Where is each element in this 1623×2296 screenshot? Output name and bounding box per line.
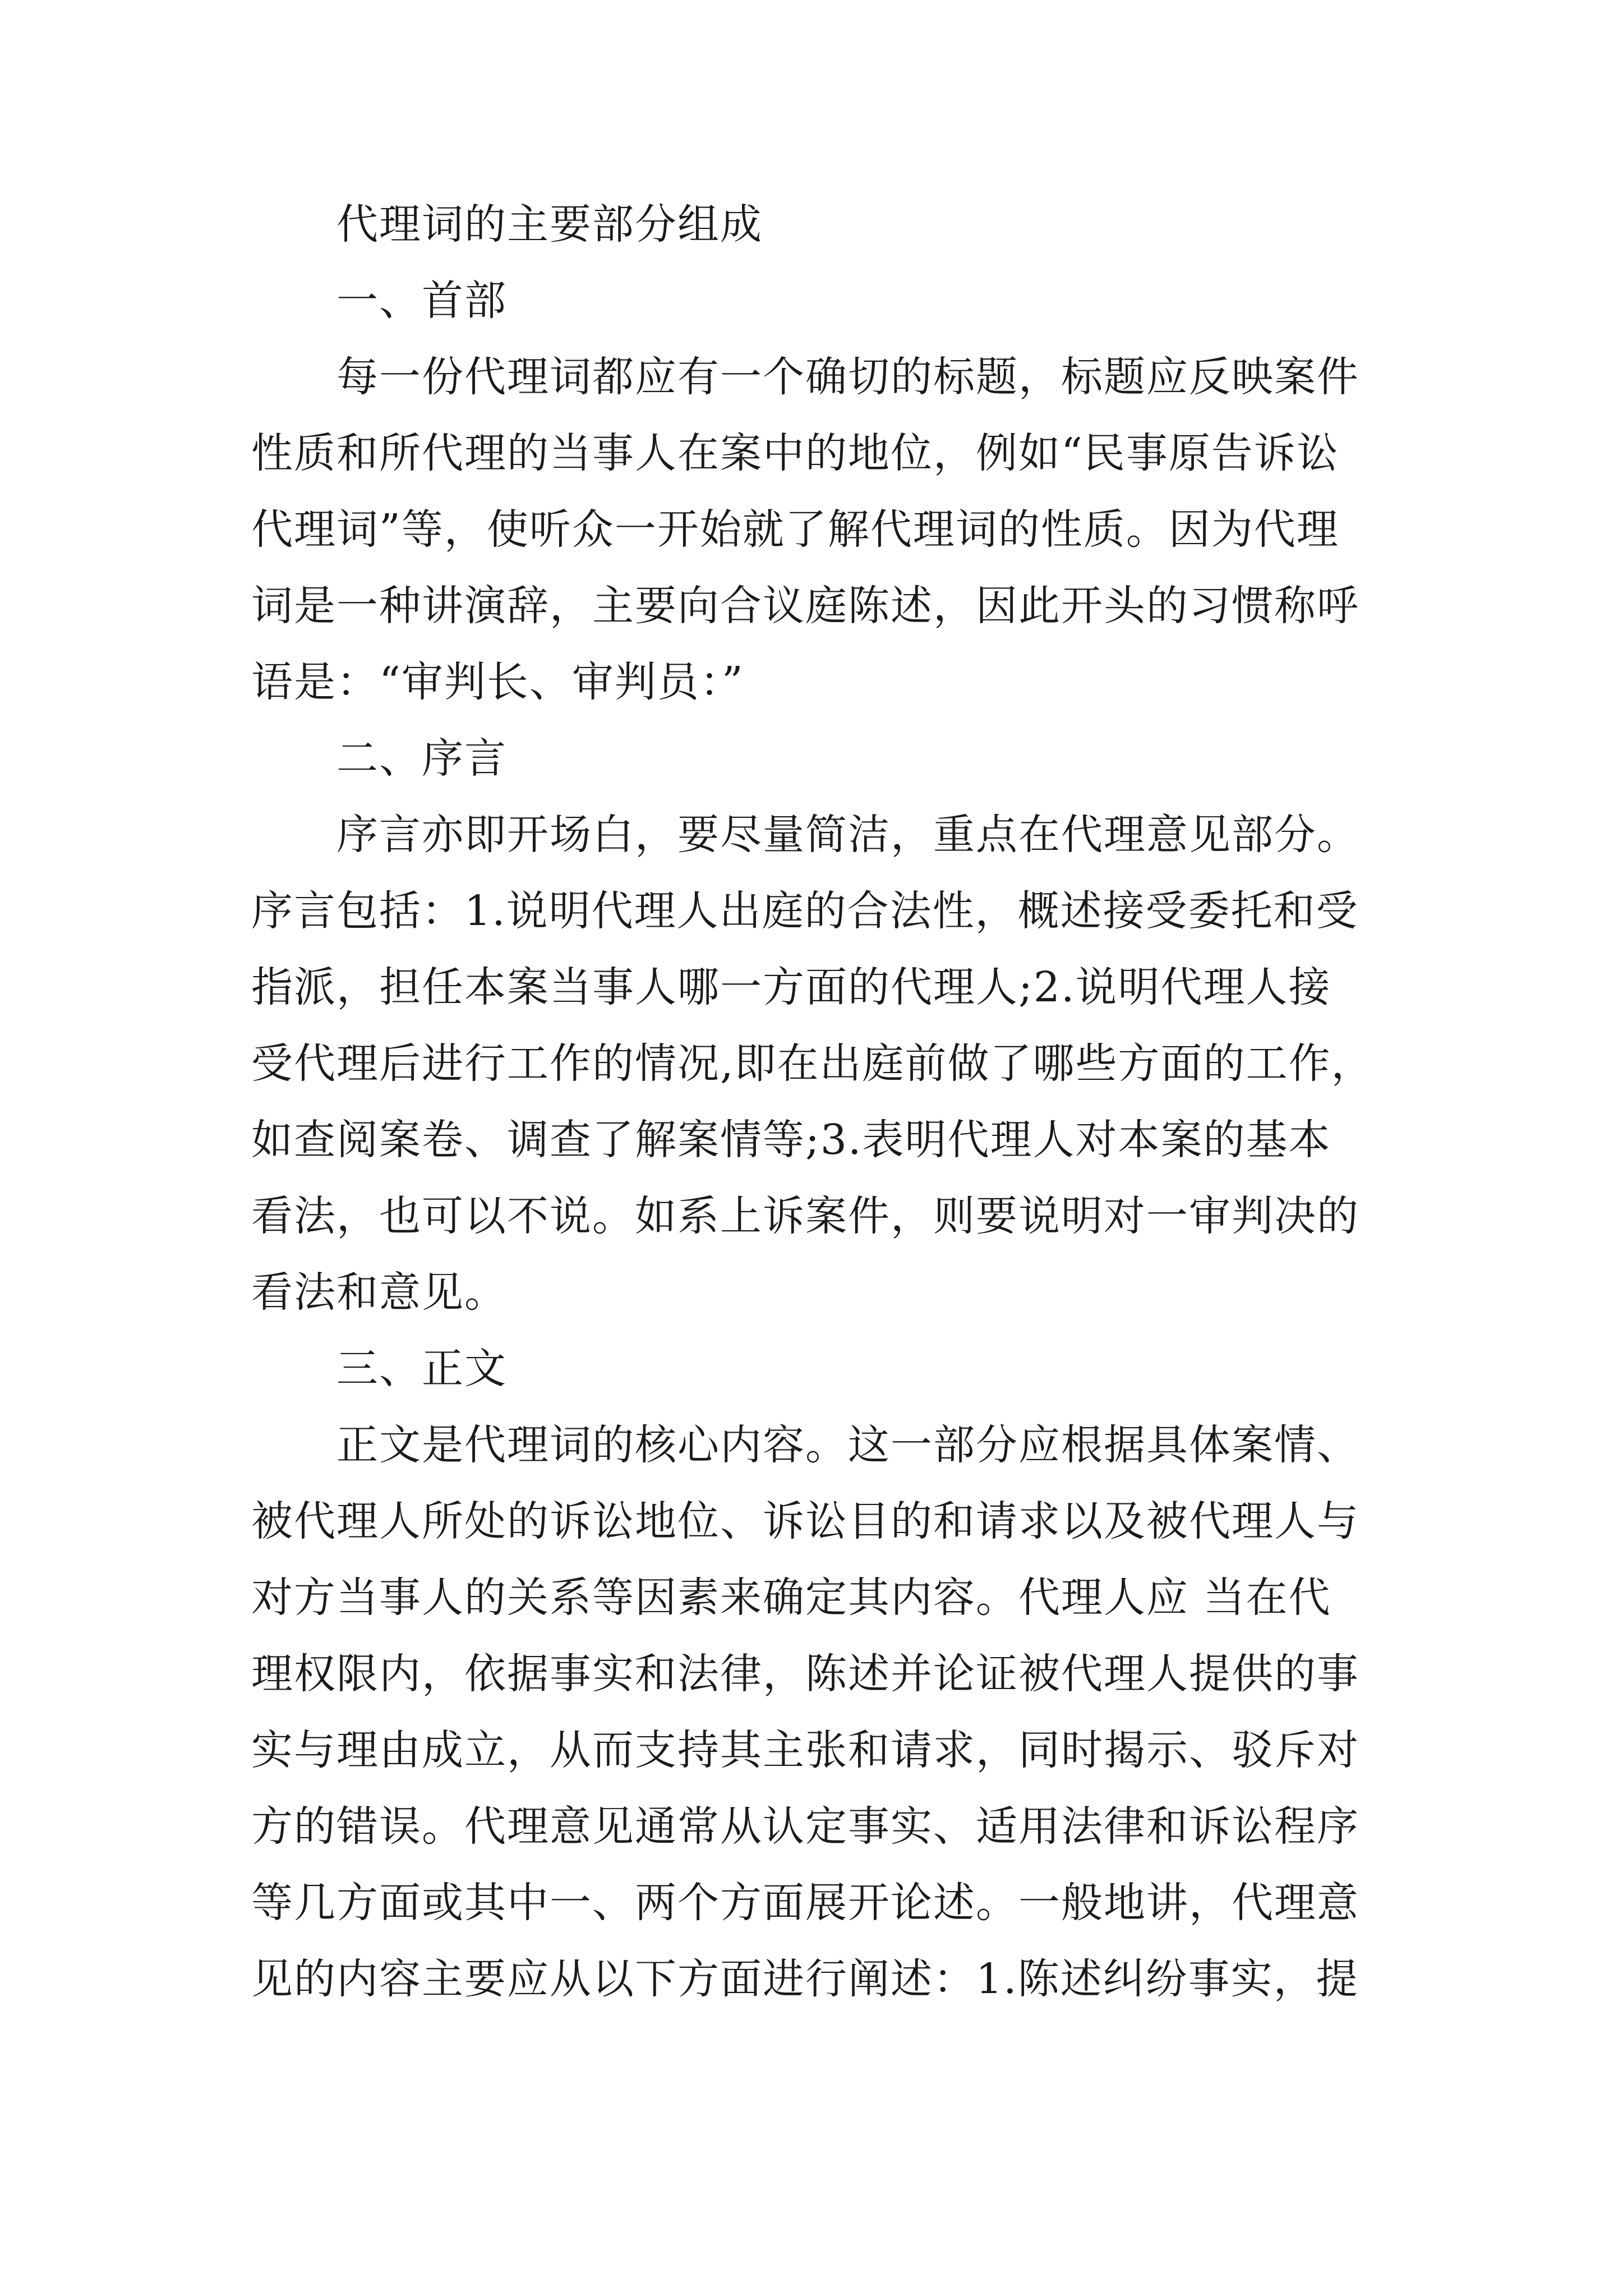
paragraph-line: 被代理人所处的诉讼地位、诉讼目的和请求以及被代理人与 <box>251 1497 1359 1545</box>
paragraph-line: 方的错误。代理意见通常从认定事实、适用法律和诉讼程序 <box>251 1802 1359 1851</box>
paragraph-line: 语是：“审判长、审判员：” <box>251 658 744 706</box>
paragraph-line: 实与理由成立，从而支持其主张和请求，同时揭示、驳斥对 <box>251 1726 1359 1774</box>
paragraph-line: 理权限内，依据事实和法律，陈述并论证被代理人提供的事 <box>251 1650 1359 1698</box>
paragraph-line: 词是一种讲演辞，主要向合议庭陈述，因此开头的习惯称呼 <box>251 582 1359 630</box>
section-heading-body: 三、正文 <box>336 1345 507 1393</box>
paragraph-line: 性质和所代理的当事人在案中的地位，例如“民事原告诉讼 <box>251 429 1339 477</box>
paragraph-line: 等几方面或其中一、两个方面展开论述。一般地讲，代理意 <box>251 1879 1359 1927</box>
paragraph-line: 如查阅案卷、调查了解案情等;3.表明代理人对本案的基本 <box>251 1116 1331 1164</box>
paragraph-line: 序言亦即开场白，要尽量简洁，重点在代理意见部分。 <box>336 811 1359 859</box>
document-title: 代理词的主要部分组成 <box>336 200 763 249</box>
paragraph-line: 看法，也可以不说。如系上诉案件，则要说明对一审判决的 <box>251 1192 1359 1240</box>
paragraph-line: 代理词”等，使听众一开始就了解代理词的性质。因为代理 <box>251 505 1339 554</box>
section-heading-header: 一、首部 <box>336 277 507 325</box>
paragraph-line: 看法和意见。 <box>251 1268 507 1317</box>
section-heading-preface: 二、序言 <box>336 734 507 783</box>
paragraph-line: 指派，担任本案当事人哪一方面的代理人;2.说明代理人接 <box>251 963 1331 1011</box>
paragraph-line: 见的内容主要应从以下方面进行阐述：1.陈述纠纷事实，提 <box>251 1955 1359 2003</box>
paragraph-line: 每一份代理词都应有一个确切的标题，标题应反映案件 <box>336 353 1359 401</box>
paragraph-line: 受代理后进行工作的情况,即在出庭前做了哪些方面的工作， <box>251 1039 1374 1088</box>
paragraph-line: 正文是代理词的核心内容。这一部分应根据具体案情、 <box>336 1421 1359 1469</box>
paragraph-line: 对方当事人的关系等因素来确定其内容。代理人应 当在代 <box>251 1573 1331 1622</box>
paragraph-line: 序言包括：1.说明代理人出庭的合法性，概述接受委托和受 <box>251 887 1359 935</box>
